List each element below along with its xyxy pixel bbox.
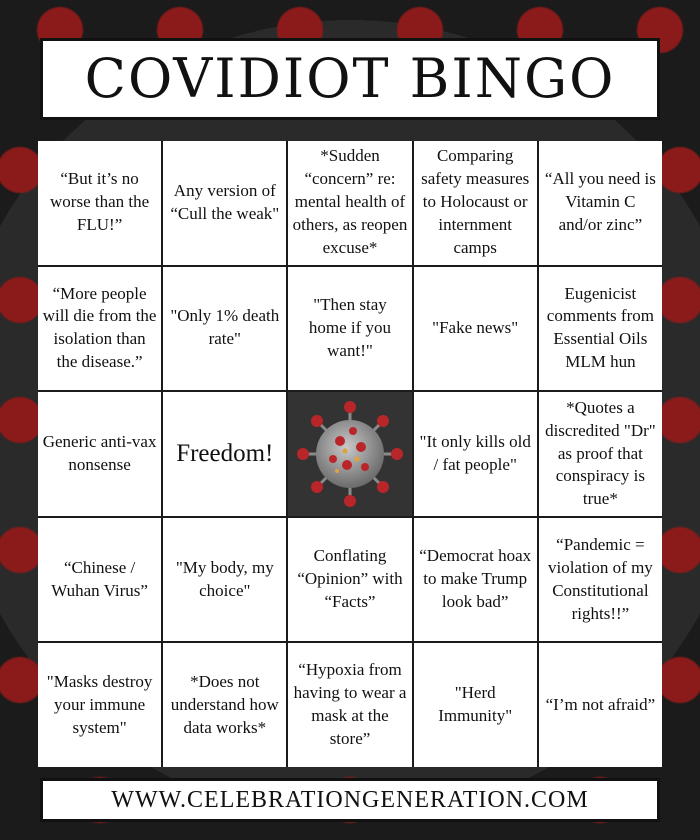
bingo-cell: *Quotes a discredited "Dr" as proof that conspiracy is true*: [539, 392, 662, 516]
bingo-cell: *Does not understand how data works*: [163, 643, 286, 767]
bingo-cell: “Democrat hoax to make Trump look bad”: [414, 518, 537, 642]
title-banner: [40, 38, 660, 120]
free-space: [288, 392, 411, 516]
bingo-cell: “Chinese / Wuhan Virus”: [38, 518, 161, 642]
footer-banner: [40, 778, 660, 822]
bingo-cell: “I’m not afraid”: [539, 643, 662, 767]
bingo-cell: "Then stay home if you want!": [288, 267, 411, 391]
bingo-cell: *Sudden “concern” re: mental health of others, as reopen excuse*: [288, 141, 411, 265]
website-url: WWW.CELEBRATIONGENERATION.COM: [111, 786, 589, 813]
bingo-cell: "My body, my choice": [163, 518, 286, 642]
page-title: COVIDIOT BINGO: [84, 47, 616, 110]
bingo-cell: “More people will die from the isolation than the disease.”: [38, 267, 161, 391]
bingo-cell: "It only kills old / fat people": [414, 392, 537, 516]
bingo-cell: Conflating “Opinion” with “Facts”: [288, 518, 411, 642]
bingo-cell: Comparing safety measures to Holocaust or internment camps: [414, 141, 537, 265]
coronavirus-icon: [295, 399, 405, 509]
bingo-cell: “But it’s no worse than the FLU!”: [38, 141, 161, 265]
bingo-cell: Any version of “Cull the weak": [163, 141, 286, 265]
bingo-cell: "Fake news": [414, 267, 537, 391]
bingo-cell: Generic anti-vax nonsense: [38, 392, 161, 516]
bingo-cell: “Hypoxia from having to wear a mask at the store”: [288, 643, 411, 767]
bingo-cell: “All you need is Vitamin C and/or zinc”: [539, 141, 662, 265]
bingo-cell: "Herd Immunity": [414, 643, 537, 767]
bingo-cell-freedom: Freedom!: [163, 392, 286, 516]
bingo-grid: [38, 141, 662, 767]
bingo-cell: "Masks destroy your immune system": [38, 643, 161, 767]
bingo-cell: “Pandemic = violation of my Constitutional rights!!”: [539, 518, 662, 642]
bingo-cell: "Only 1% death rate": [163, 267, 286, 391]
bingo-cell: Eugenicist comments from Essential Oils MLM hun: [539, 267, 662, 391]
